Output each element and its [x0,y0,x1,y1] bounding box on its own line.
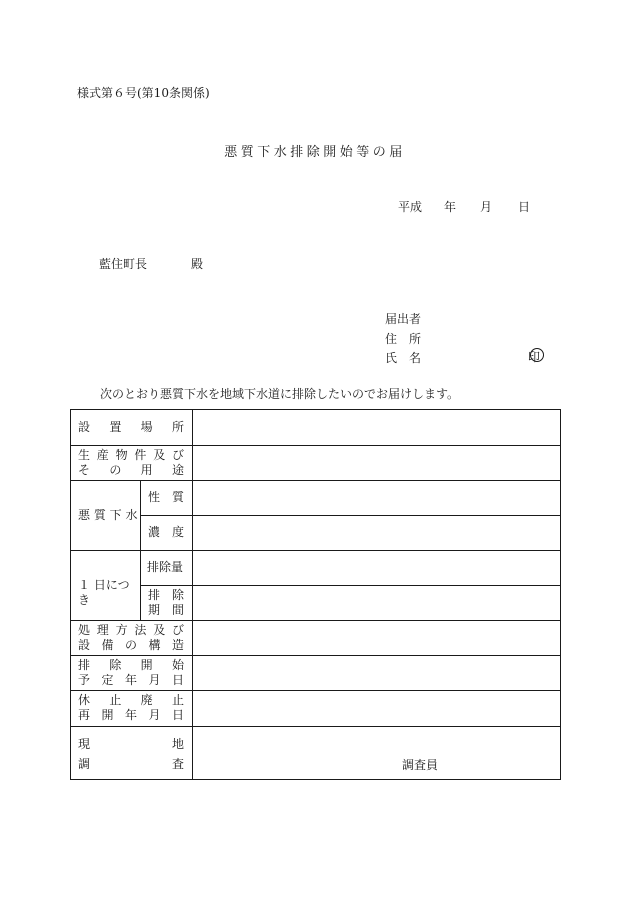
form-title: 悪質下水排除開始等の届 [224,145,406,160]
product-field[interactable] [193,445,560,480]
survey-field[interactable] [193,726,560,779]
discharge-period-label-line1: 排 除 [148,588,184,602]
discharge-amount-label: 排除量 [147,560,184,574]
sewage-group-label: 悪 質 下 水 [78,508,138,522]
seal-mark [526,347,544,365]
daily-group-label: １ 日につき [78,578,130,607]
discharge-period-label-line2: 期 間 [148,603,184,617]
date-line [398,198,530,215]
start-date-field[interactable] [193,655,560,690]
location-field[interactable] [193,410,560,445]
addressee-name: 藍住町長 [99,257,148,271]
start-label-line2: 予 定 年 月 日 [78,673,184,687]
date-month: 月 [480,200,493,214]
location-label: 設 置 場 所 [78,420,184,434]
start-label-line1: 排 除 開 始 [78,658,184,672]
application-table [70,409,561,780]
sewage-quality-field[interactable] [193,480,560,515]
discharge-period-field[interactable] [193,585,560,620]
addressee [99,255,203,272]
addressee-honorific: 殿 [191,257,204,271]
treatment-field[interactable] [193,620,560,655]
seal-circle [530,348,544,362]
address-label: 住 所 [385,331,421,346]
date-day: 日 [518,200,531,214]
survey-label-line2: 調 査 [78,757,184,771]
sewage-concentration-label: 濃 度 [148,525,184,539]
intro-text: 次のとおり悪質下水を地域下水道に排除したいのでお届けします。 [100,387,460,401]
survey-label-line1: 現 地 [78,737,184,751]
product-label-line2: そ の 用 途 [78,463,184,477]
form-number: 様式第６号(第10条関係) [77,86,210,100]
treatment-label-line1: 処 理 方 法 及 び [78,623,184,637]
inspector-label: 調査員 [402,758,439,772]
suspend-resume-field[interactable] [193,690,560,726]
applicant-block [385,310,421,369]
discharge-amount-field[interactable] [193,550,560,585]
suspend-label-line2: 再 開 年 月 日 [78,708,184,722]
date-year: 年 [444,200,457,214]
name-label: 氏 名 [385,351,421,365]
date-era: 平成 [398,200,423,214]
applicant-heading: 届出者 [385,312,422,326]
treatment-label-line2: 設 備 の 構 造 [78,638,184,652]
sewage-quality-label: 性 質 [148,490,184,504]
seal-char: 印 [528,350,541,364]
suspend-label-line1: 休 止 廃 止 [78,693,184,707]
sewage-concentration-field[interactable] [193,515,560,550]
product-label-line1: 生 産 物 件 及 び [78,448,184,462]
